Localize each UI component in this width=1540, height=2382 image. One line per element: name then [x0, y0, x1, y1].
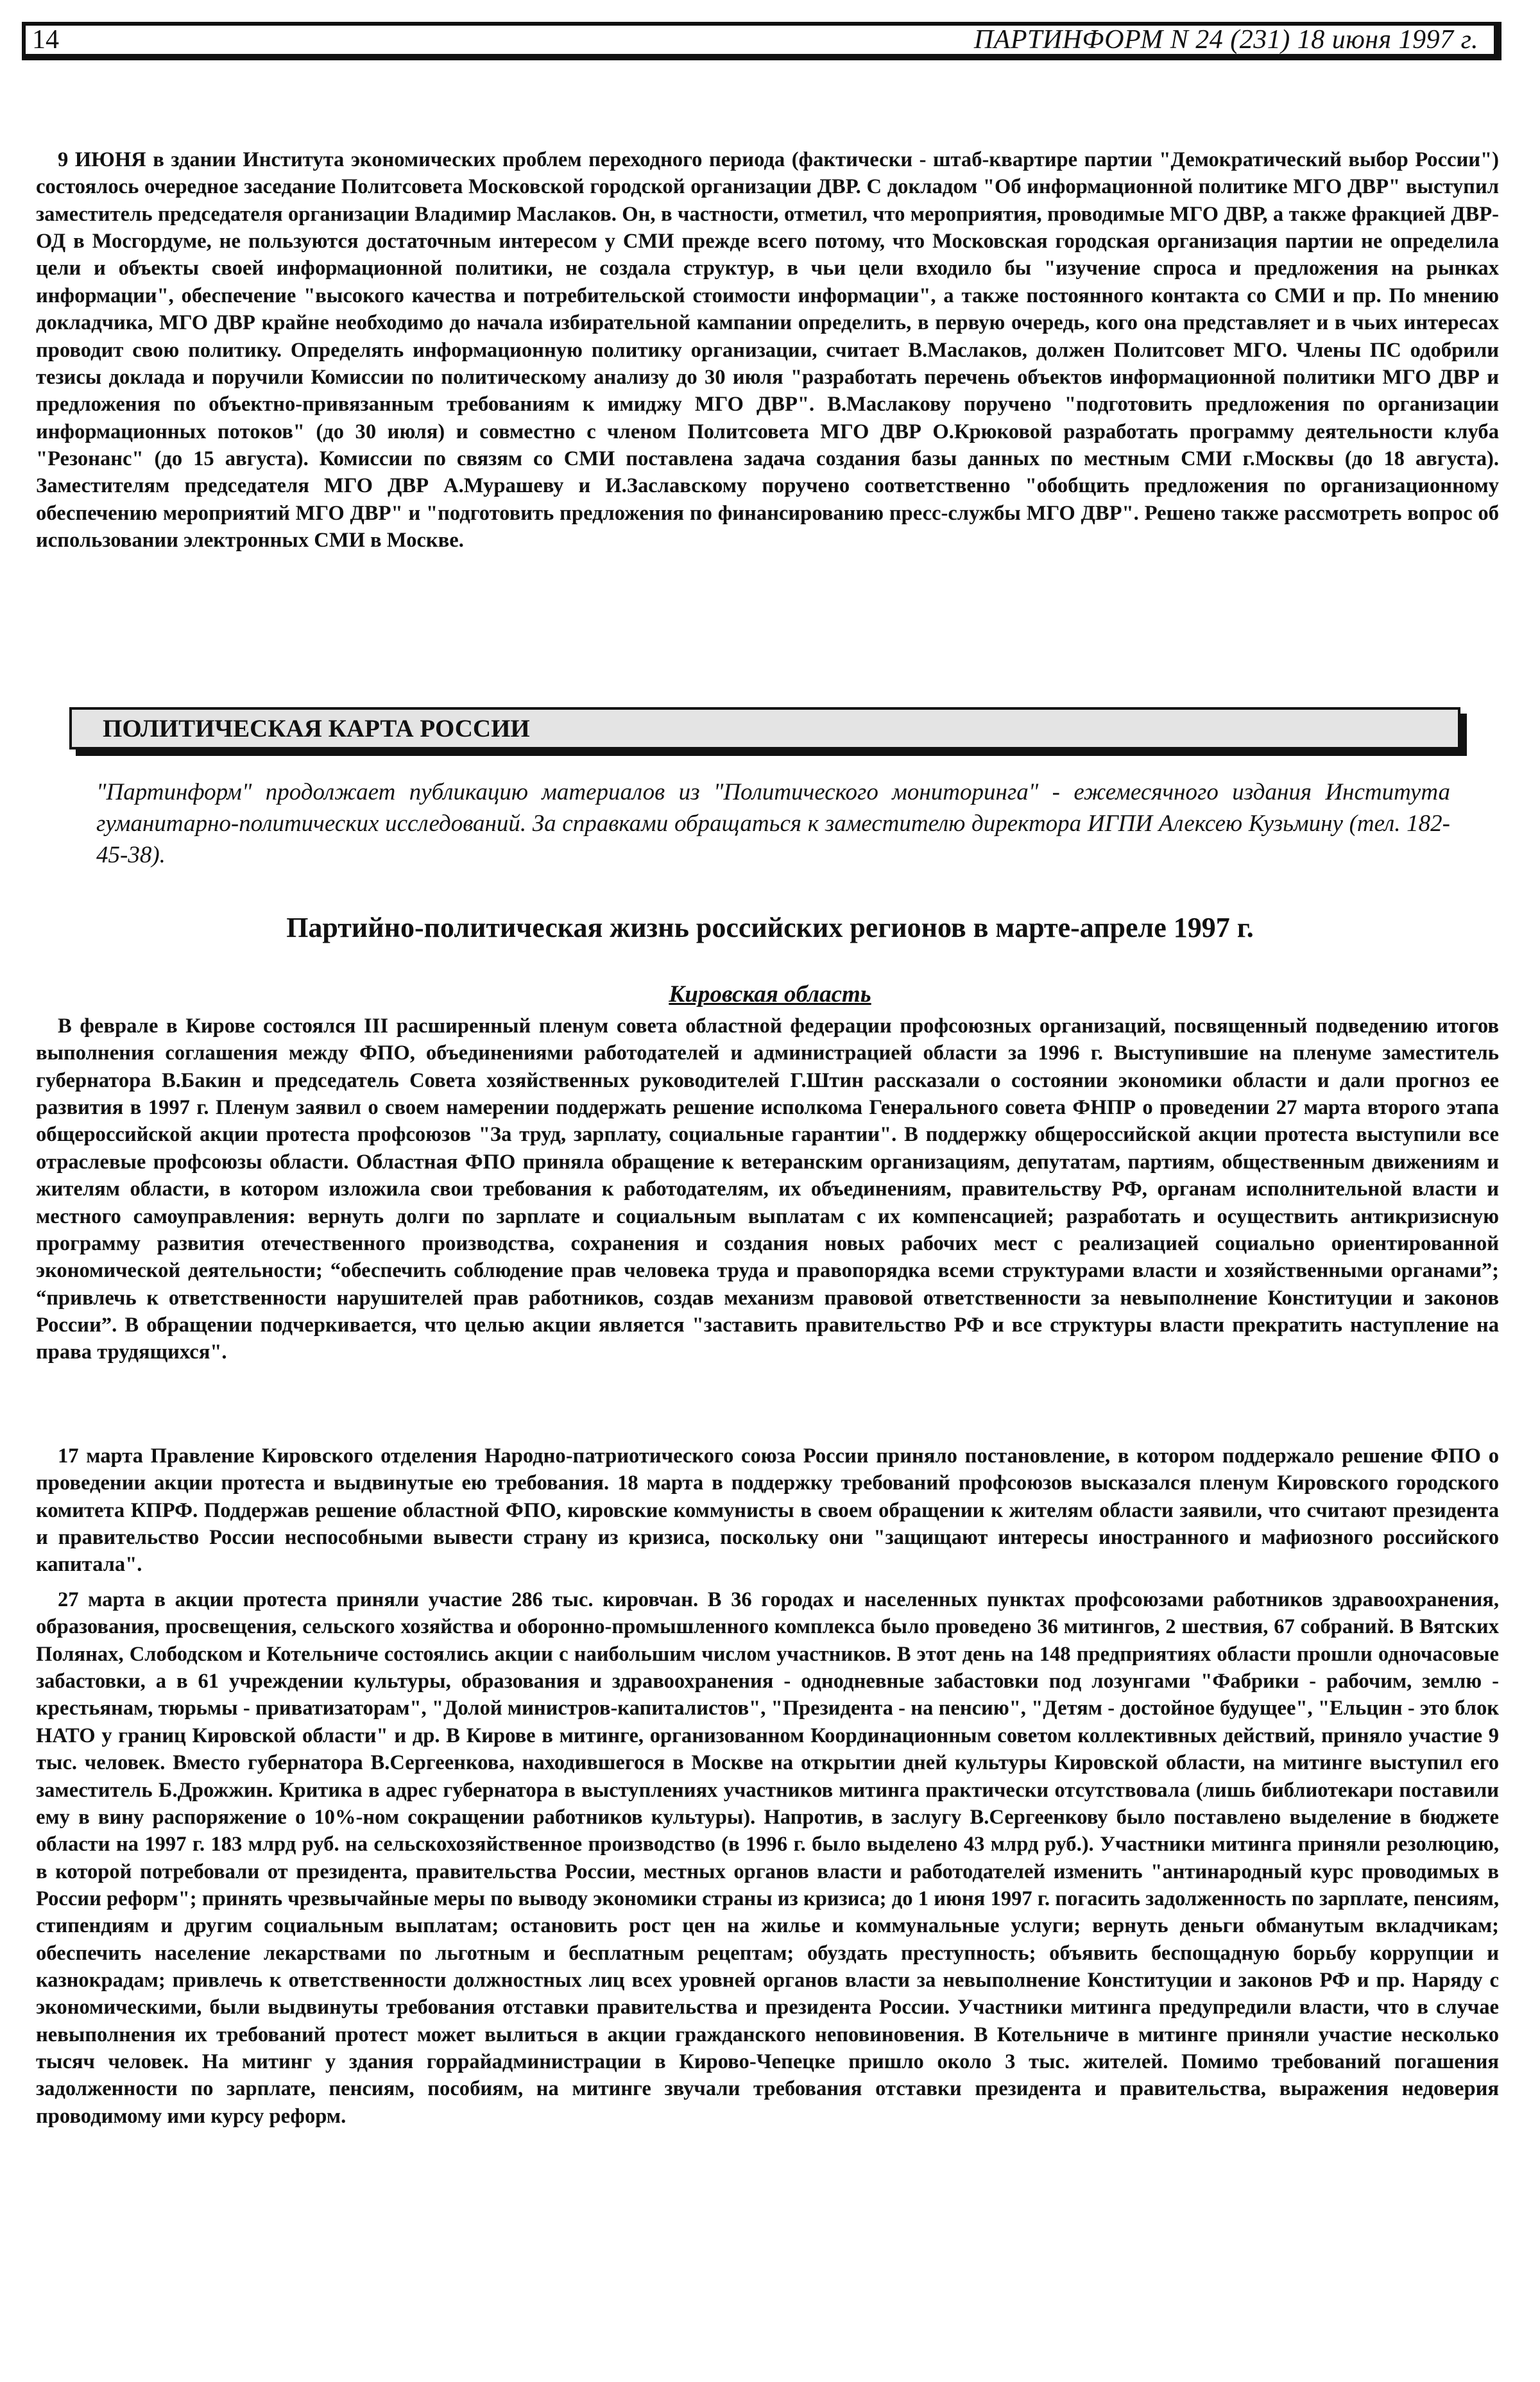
page-number: 14 — [32, 25, 59, 55]
region-paragraph: 27 марта в акции протеста приняли участие 286 тыс. кировчан. В 36 городах и населенных пунктах профсоюзами работников здравоохранения, образования, просвещения, сельского хозяйства и оборонно-промышленного комплекса было проведено 36 митингов, 2 шествия, 67 собраний. В Вятских Полянах, Слободском и Котельничe состоялись акции с наибольшим числом участников. В этот день на 148 предприятиях области прошли одночасовые забастовки, а в 61 учреждении культуры, образования и здравоохранения - однодневные забастовки под лозунгами "Фабрики - рабочим, землю - крестьянам, тюрьмы - приватизаторам", "Долой министров-капиталистов", "Президента - на пенсию", "Детям - достойное будущее", "Ельцин - это блок НАТО у границ Кировской области" и др. В Кирове в митинге, организованном Координационным советом коллективных действий, приняло участие 9 тыс. человек. Вместо губернатора В.Сергеенкова, находившегося в Москве на открытии дней культуры Кировской области, на митинге выступил его заместитель Б.Дрожжин. Критика в адрес губернатора в выступлениях участников митинга практически отсутствовала (лишь библиотекари поставили ему в вину распоряжение о 10%-ном сокращении работников культуры). Напротив, в заслугу В.Сергеенкову было поставлено выделение в бюджете области на 1997 г. 183 млрд руб. на сельскохозяйственное производство (в 1996 г. было выделено 43 млрд руб.). Участники митинга приняли резолюцию, в которой потребовали от президента, правительства России, местных органов власти и работодателей изменить "антинародный курс проводимых в России реформ"; принять чрезвычайные меры по выводу экономики страны из кризиса; до 1 июня 1997 г. погасить задолженность по зарплате, пенсиям, стипендиям и другим социальным выплатам; остановить рост цен на жилье и коммунальные услуги; вернуть деньги обманутым вкладчикам; обеспечить население лекарствами по льготным и бесплатным рецептам; обуздать преступность; объявить беспощадную борьбу коррупции и казнокрадам; привлечь к ответственности должностных лиц всех уровней органов власти за невыполнение Конституции и законов РФ и пр. Наряду с экономическими, были выдвинуты требования отставки правительства и президента России. Участники митинга предупредили власти, что в случае невыполнения их требований протест может вылиться в акции гражданского неповиновения. В Котельничe в митинге приняли участие несколько тысяч человек. На митинг у здания горрайадминистрации в Кирово-Чепецке пришло около 3 тыс. жителей. Помимо требований погашения задолженности по зарплате, пенсиям, пособиям, на митинге звучали требования отставки президента и правительства, выражения недоверия проводимому ими курсу реформ. — [36, 1588, 1499, 2128]
masthead: ПАРТИНФОРМ N 24 (231) 18 июня 1997 г. — [973, 25, 1478, 55]
page-header — [22, 22, 1502, 60]
region-paragraph: В феврале в Кирове состоялся III расширенный пленум совета областной федерации профсоюзных организаций, посвященный подведению итогов выполнения соглашения между ФПО, объединениями работодателей и администрацией области за 1996 г. Выступившие на пленуме заместитель губернатора В.Бакин и председатель Совета хозяйственных руководителей Г.Штин рассказали о состоянии экономики области и дали прогноз ее развития в 1997 г. Пленум заявил о своем намерении поддержать решение исполкома Генерального совета ФНПР о проведении 27 марта второго этапа общероссийской акции протеста профсоюзов "За труд, зарплату, социальные гарантии". В поддержку общероссийской акции протеста выступили все отраслевые профсоюзы области. Областная ФПО приняла обращение к ветеранским организациям, депутатам, партиям, общественным движениям и жителям области, в котором изложила свои требования к работодателям, их объединениям, правительству РФ, органам исполнительной власти и местного самоуправления: вернуть долги по зарплате и социальным выплатам с их компенсацией; разработать и осуществить антикризисную программу развития отечественного производства, сохранения и создания новых рабочих мест с реализацией социально ориентированной экономической деятельности; “обеспечить соблюдение прав человека труда и правопорядка всеми структурами власти и хозяйственными органами”; “привлечь к ответственности нарушителей прав работников, создав механизм правовой ответственности за невыполнение Конституции и законов России”. В обращении подчеркивается, что целью акции является "заставить правительство РФ и все структуры власти прекратить наступление на права трудящихся". — [36, 1015, 1499, 1364]
region-heading: Кировская область — [669, 981, 871, 1007]
section-heading-bar — [69, 707, 1460, 750]
region-paragraph: 17 марта Правление Кировского отделения Народно-патриотического союза России приняло постановление, в котором поддержало решение ФПО о проведении акции протеста и выдвинутые ею требования. 18 марта в поддержку требований профсоюзов высказался пленум Кировского городского комитета КПРФ. Поддержав решение областной ФПО, кировские коммунисты в своем обращении к жителям области заявили, что считают президента и правительство России неспособными вывести страну из кризиса, поскольку они "защищают интересы иностранного и мафиозного российского капитала". — [36, 1444, 1499, 1577]
report-title: Партийно-политическая жизнь российских регионов в марте-апреле 1997 г. — [286, 912, 1254, 943]
article-paragraph: 9 ИЮНЯ в здании Института экономических проблем переходного периода (фактически - штаб-квартире партии "Демократический выбор России") состоялось очередное заседание Политсовета Московской городской организации ДВР. С докладом "Об информационной политике МГО ДВР" выступил заместитель председателя организации Владимир Маслаков. Он, в частности, отметил, что мероприятия, проводимые МГО ДВР, а также фракцией ДВР-ОД в Мосгордуме, не пользуются достаточным интересом у СМИ прежде всего потому, что Московская городская организация партии не определила цели и объекты своей информационной политики, не создала структур, в чьи цели входило бы "изучение спроса и предложения на рынках информации", обеспечение "высокого качества и потребительской стоимости информации", а также постоянного контакта со СМИ и пр. По мнению докладчика, МГО ДВР крайне необходимо до начала избирательной кампании определить, в первую очередь, кого она представляет и в чьих интересах проводит свою политику. Определять информационную политику организации, считает В.Маслаков, должен Политсовет МГО. Члены ПС одобрили тезисы доклада и поручили Комиссии по политическому анализу до 30 июля "разработать перечень объектов информационной политики МГО ДВР и предложения по объектно-привязанным требованиям к имиджу МГО ДВР". В.Маслакову поручено "подготовить предложения по организации информационных потоков" (до 30 июля) и совместно с членом Политсовета МГО ДВР О.Крюковой разработать программу деятельности клуба "Резонанс" (до 15 августа). Комиссии по связям со СМИ поставлена задача создания базы данных по местным СМИ г.Москвы (до 18 августа). Заместителям председателя МГО ДВР А.Мурашеву и И.Заславскому поручено соответственно "обобщить предложения по организационному обеспечению мероприятий МГО ДВР" и "подготовить предложения по финансированию пресс-службы МГО ДВР". Решено также рассмотреть вопрос об использовании электронных СМИ в Москве. — [36, 148, 1499, 553]
section-intro: "Партинформ" продолжает публикацию материалов из "Политического мониторинга" - ежемесячного издания Института гуманитарно-политических исследований. За справками обращаться к заместителю директора ИГПИ Алексею Кузьмину (тел. 182-45-38). — [96, 779, 1450, 869]
section-title: ПОЛИТИЧЕСКАЯ КАРТА РОССИИ — [103, 714, 530, 742]
